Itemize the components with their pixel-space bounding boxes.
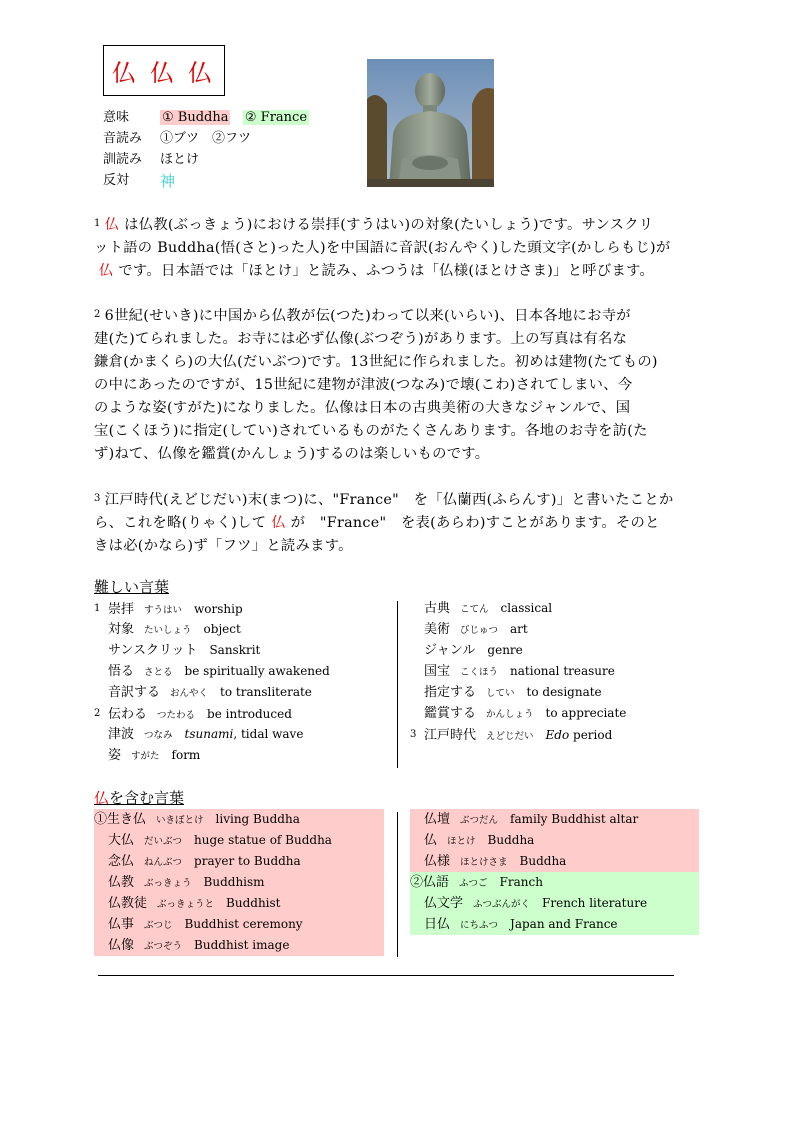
vocab-row (410, 872, 699, 893)
vocab-meaning: worship (194, 602, 243, 616)
column-divider (397, 812, 398, 957)
vocab-reading: こてん (460, 604, 489, 615)
vocab-meaning: tsunami, tidal wave (184, 727, 304, 741)
vocab-meaning: to appreciate (545, 706, 627, 720)
para-line: が "France" を表(あらわ)すことがあります。そのと (290, 515, 660, 531)
para-line: の中にあったのですが、15世紀に建物が津波(つなみ)で壊(こわ)されてしまい、今 (94, 377, 633, 393)
meaning-buddha: ① Buddha (162, 110, 229, 125)
para-number: 1 (94, 218, 101, 229)
compound-title-kanji: 仏 (94, 789, 110, 807)
vocab-reading: ほとけさま (460, 857, 508, 868)
vocab-reading: ふつご (459, 878, 488, 889)
vocab-word: 仏教 (108, 875, 135, 890)
paragraph-3 (94, 487, 706, 558)
vocab-row (410, 893, 699, 914)
vocab-row (94, 851, 384, 872)
paragraph-1 (94, 212, 706, 283)
highlighted-kanji: 仏 (271, 515, 286, 531)
vocab-row (94, 703, 384, 724)
vocab-word: ①生き仏 (94, 812, 147, 827)
vocab-meaning: Buddhist (226, 896, 281, 910)
vocab-meaning: be spiritually awakened (184, 664, 330, 678)
vocab-word: 指定する (424, 685, 477, 700)
vocab-meaning: Edo period (545, 728, 613, 742)
highlighted-kanji: 仏 (104, 217, 120, 233)
vocab-meaning: huge statue of Buddha (194, 833, 332, 847)
vocab-row (410, 809, 699, 830)
vocab-word: 美術 (424, 622, 451, 637)
vocab-meaning-italic: Edo (545, 728, 570, 742)
para-line: 建(た)てられました。お寺には必ず仏像(ぶつぞう)があります。上の写真は有名な (94, 331, 628, 347)
vocab-word: 大仏 (108, 833, 135, 848)
vocab-word: ②仏語 (410, 875, 450, 890)
column-divider (397, 601, 398, 768)
vocab-word: 仏文学 (424, 896, 464, 911)
vocab-row (410, 661, 700, 682)
highlighted-kanji: 仏 (98, 263, 114, 279)
paragraph-2 (94, 303, 706, 466)
vocab-reading: たいしょう (144, 625, 192, 636)
vocab-word: 鑑賞する (424, 706, 477, 721)
vocab-row (94, 872, 384, 893)
vocab-meaning: prayer to Buddha (194, 854, 301, 868)
para-line: です。日本語では「ほとけ」と読み、ふつうは「仏様(ほとけさま)」と呼びます。 (118, 263, 655, 279)
vocab-row (94, 682, 384, 703)
vocab-reading: だいぶつ (144, 836, 183, 847)
para-line: 宝(こくほう)に指定(してい)されているものがたくさんあります。各地のお寺を訪(た (94, 423, 648, 439)
kanji-box (103, 45, 225, 96)
vocab-reading: ぶつだん (460, 815, 499, 826)
vocab-row (410, 619, 700, 640)
vocab-number: 1 (94, 603, 101, 614)
vocab-row (94, 619, 384, 640)
vocab-meaning: Buddha (519, 854, 567, 868)
compound-words-title (94, 787, 184, 808)
para-line: のような姿(すがた)になりました。仏像は日本の古典美術の大きなジャンルで、国 (94, 400, 631, 416)
vocab-row (94, 914, 384, 935)
onyomi-label: 音読み (103, 131, 143, 146)
vocab-reading: びじゅつ (460, 625, 499, 636)
vocab-reading: つなみ (144, 730, 173, 741)
vocab-word: 仏教徒 (108, 896, 148, 911)
para-line: 江戸時代(えどじだい)末(まつ)に、"France" を「仏蘭西(ふらんす)」と書いたことか (104, 492, 674, 508)
vocab-reading: ほとけ (447, 836, 476, 847)
vocab-row (94, 640, 384, 661)
vocab-word: 伝わる (108, 707, 148, 722)
vocab-reading: すがた (131, 751, 160, 762)
vocab-word: 江戸時代 (424, 728, 477, 743)
kanji-glyph: 仏 (150, 59, 174, 87)
vocab-row (410, 682, 700, 703)
vocab-word: サンスクリット (108, 643, 198, 658)
vocab-reading: さとる (144, 667, 173, 678)
vocab-row (94, 745, 384, 766)
vocab-reading: おんやく (170, 688, 209, 699)
vocab-meaning: object (203, 622, 241, 636)
vocab-reading: ふつぶんがく (473, 899, 531, 910)
para-number: 2 (94, 309, 101, 320)
vocab-meaning: Sanskrit (209, 643, 261, 657)
vocab-word: 対象 (108, 622, 135, 637)
vocab-row (94, 809, 384, 830)
vocab-meaning: French literature (542, 896, 648, 910)
meaning-france: ② France (244, 110, 308, 125)
vocab-word: 姿 (108, 748, 122, 763)
kunyomi-label: 訓読み (103, 152, 143, 167)
vocab-meaning: Buddhist image (194, 938, 290, 952)
para-line: は仏教(ぶっきょう)における崇拝(すうはい)の対象(たいしょう)です。サンスクリ (124, 217, 654, 233)
vocab-meaning: form (171, 748, 201, 762)
vocab-meaning: Japan and France (510, 917, 618, 931)
vocab-meaning: Buddha (487, 833, 535, 847)
vocab-row (94, 598, 384, 619)
vocab-row (410, 703, 700, 724)
vocab-row (94, 661, 384, 682)
vocab-row (410, 830, 699, 851)
vocab-row (410, 598, 700, 619)
great-buddha-photo (367, 59, 494, 187)
footer-rule (98, 975, 674, 976)
opposite-value: 神 (160, 172, 176, 190)
vocab-reading: すうはい (144, 605, 183, 616)
vocab-word: 仏像 (108, 938, 135, 953)
para-number: 3 (94, 493, 101, 504)
vocab-word: 古典 (424, 601, 451, 616)
vocab-meaning: classical (500, 601, 553, 615)
vocab-word: 国宝 (424, 664, 451, 679)
vocab-word: 念仏 (108, 854, 135, 869)
vocab-meaning: family Buddhist altar (510, 812, 639, 826)
vocab-row (94, 893, 384, 914)
para-line: 6世紀(せいき)に中国から仏教が伝(つた)わって以来(いらい)、日本各地にお寺が (104, 308, 631, 324)
vocab-number: 2 (94, 708, 101, 719)
onyomi-value: ①ブツ ②フツ (160, 131, 252, 146)
vocab-meaning-italic: tsunami (184, 727, 234, 741)
vocab-reading: かんしょう (486, 709, 534, 720)
para-line: 鎌倉(かまくら)の大仏(だいぶつ)です。13世紀に作られました。初めは建物(たてもの) (94, 354, 658, 370)
vocab-word: 日仏 (424, 917, 451, 932)
vocab-reading: いきぼとけ (156, 815, 204, 826)
para-line: ず)ねて、仏像を鑑賞(かんしょう)するのは楽しいものです。 (94, 446, 490, 462)
vocab-word: 仏壇 (424, 812, 451, 827)
para-line: きは必(かなら)ず「フツ」と読みます。 (94, 538, 353, 554)
vocab-meaning: Buddhism (203, 875, 265, 889)
vocab-word: 音訳する (108, 685, 161, 700)
compound-title-rest: を含む言葉 (109, 789, 185, 807)
vocab-meaning: national treasure (510, 664, 615, 678)
para-line: ット語の Buddha(悟(さと)った人)を中国語に音訳(おんやく)した頭文字(かしらもじ)が (94, 240, 671, 256)
vocab-word: 仏事 (108, 917, 135, 932)
vocab-word: ジャンル (424, 643, 476, 658)
vocab-reading: ぶっきょう (144, 878, 192, 889)
vocab-number: 3 (410, 729, 417, 740)
vocab-row (410, 914, 699, 935)
vocab-word: 津波 (108, 727, 135, 742)
vocab-row (94, 724, 384, 745)
vocab-meaning: Buddhist ceremony (184, 917, 303, 931)
vocab-meaning: to transliterate (220, 685, 312, 699)
vocab-word: 悟る (108, 664, 135, 679)
vocab-meaning: Franch (499, 875, 543, 889)
vocab-row (94, 830, 384, 851)
kanji-glyph: 仏 (112, 59, 136, 87)
vocab-row (410, 640, 700, 661)
vocab-row (410, 851, 699, 872)
vocab-word: 崇拝 (108, 602, 135, 617)
kunyomi-value: ほとけ (160, 152, 200, 167)
difficult-words-title: 難しい言葉 (94, 578, 170, 596)
vocab-meaning: art (510, 622, 528, 636)
kanji-glyph: 仏 (188, 59, 212, 87)
vocab-row (94, 935, 384, 956)
vocab-meaning: genre (487, 643, 523, 657)
meaning-label: 意味 (103, 110, 130, 125)
vocab-reading: ぶつぞう (144, 941, 183, 952)
vocab-meaning: living Buddha (215, 812, 300, 826)
vocab-reading: つたわる (157, 710, 196, 721)
vocab-meaning: be introduced (207, 707, 292, 721)
vocab-meaning: to designate (526, 685, 602, 699)
vocab-reading: ねんぶつ (144, 857, 183, 868)
vocab-row (410, 724, 700, 745)
vocab-word: 仏 (424, 833, 438, 848)
para-line: ら、これを略(りゃく)して (94, 515, 267, 531)
vocab-reading: ぶつじ (144, 920, 173, 931)
vocab-reading: こくほう (460, 667, 499, 678)
vocab-reading: にちふつ (460, 920, 499, 931)
vocab-reading: えどじだい (486, 731, 534, 742)
opposite-label: 反対 (103, 173, 130, 188)
vocab-word: 仏様 (424, 854, 451, 869)
vocab-reading: してい (486, 688, 515, 699)
vocab-reading: ぶっきょうと (157, 899, 215, 910)
